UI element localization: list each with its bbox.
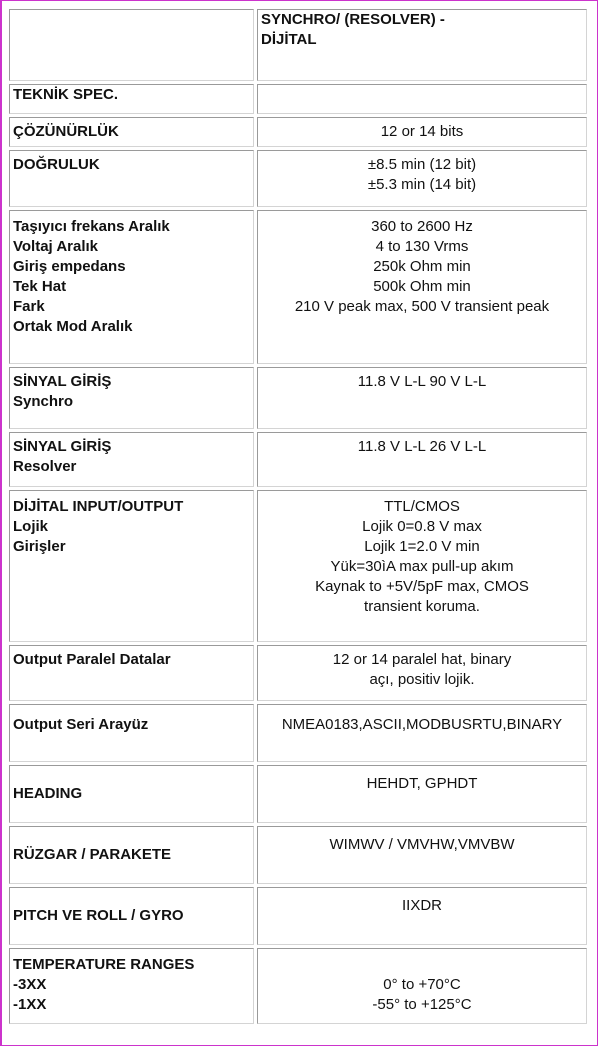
row-label: PITCH VE ROLL / GYRO xyxy=(9,887,254,945)
row-label: SİNYAL GİRİŞ Resolver xyxy=(9,432,254,487)
table-row xyxy=(9,432,587,487)
row-value: 360 to 2600 Hz 4 to 130 Vrms 250k Ohm min 500k Ohm min 210 V peak max, 500 V transient peak xyxy=(257,210,587,364)
table-row xyxy=(9,704,587,762)
table-row xyxy=(9,490,587,642)
row-value: HEHDT, GPHDT xyxy=(257,765,587,823)
section-label: TEKNİK SPEC. xyxy=(9,84,254,114)
row-label: DOĞRULUK xyxy=(9,150,254,207)
row-value: 11.8 V L-L 90 V L-L xyxy=(257,367,587,429)
title-empty-cell xyxy=(9,9,254,81)
row-value: 12 or 14 bits xyxy=(257,117,587,147)
page-title: SYNCHRO/ (RESOLVER) - DİJİTAL xyxy=(257,9,587,81)
row-value: TTL/CMOS Lojik 0=0.8 V max Lojik 1=2.0 V min Yük=30ìA max pull-up akım Kaynak to +5V/5pF max, CMOS transient koruma. xyxy=(257,490,587,642)
row-label: Output Seri Arayüz xyxy=(9,704,254,762)
table-row xyxy=(9,210,587,364)
row-label: TEMPERATURE RANGES -3XX -1XX xyxy=(9,948,254,1024)
section-empty-cell xyxy=(257,84,587,114)
row-value: 0° to +70°C -55° to +125°C xyxy=(257,948,587,1024)
table-row xyxy=(9,765,587,823)
row-value: NMEA0183,ASCII,MODBUSRTU,BINARY xyxy=(257,704,587,762)
row-label: HEADING xyxy=(9,765,254,823)
row-value: 12 or 14 paralel hat, binary açı, positiv lojik. xyxy=(257,645,587,701)
row-value: 11.8 V L-L 26 V L-L xyxy=(257,432,587,487)
table-row-title xyxy=(9,9,587,81)
spec-table xyxy=(6,6,590,1027)
table-row xyxy=(9,645,587,701)
table-row xyxy=(9,150,587,207)
row-label: DİJİTAL INPUT/OUTPUT Lojik Girişler xyxy=(9,490,254,642)
row-value: IIXDR xyxy=(257,887,587,945)
table-row-section xyxy=(9,84,587,114)
row-value: ±8.5 min (12 bit) ±5.3 min (14 bit) xyxy=(257,150,587,207)
row-value: WIMWV / VMVHW,VMVBW xyxy=(257,826,587,884)
row-label: Taşıyıcı frekans Aralık Voltaj Aralık Giriş empedans Tek Hat Fark Ortak Mod Aralık xyxy=(9,210,254,364)
table-row xyxy=(9,117,587,147)
table-row xyxy=(9,887,587,945)
row-label: Output Paralel Datalar xyxy=(9,645,254,701)
row-label: SİNYAL GİRİŞ Synchro xyxy=(9,367,254,429)
table-row xyxy=(9,367,587,429)
table-row xyxy=(9,826,587,884)
row-label: ÇÖZÜNÜRLÜK xyxy=(9,117,254,147)
table-row xyxy=(9,948,587,1024)
row-label: RÜZGAR / PARAKETE xyxy=(9,826,254,884)
